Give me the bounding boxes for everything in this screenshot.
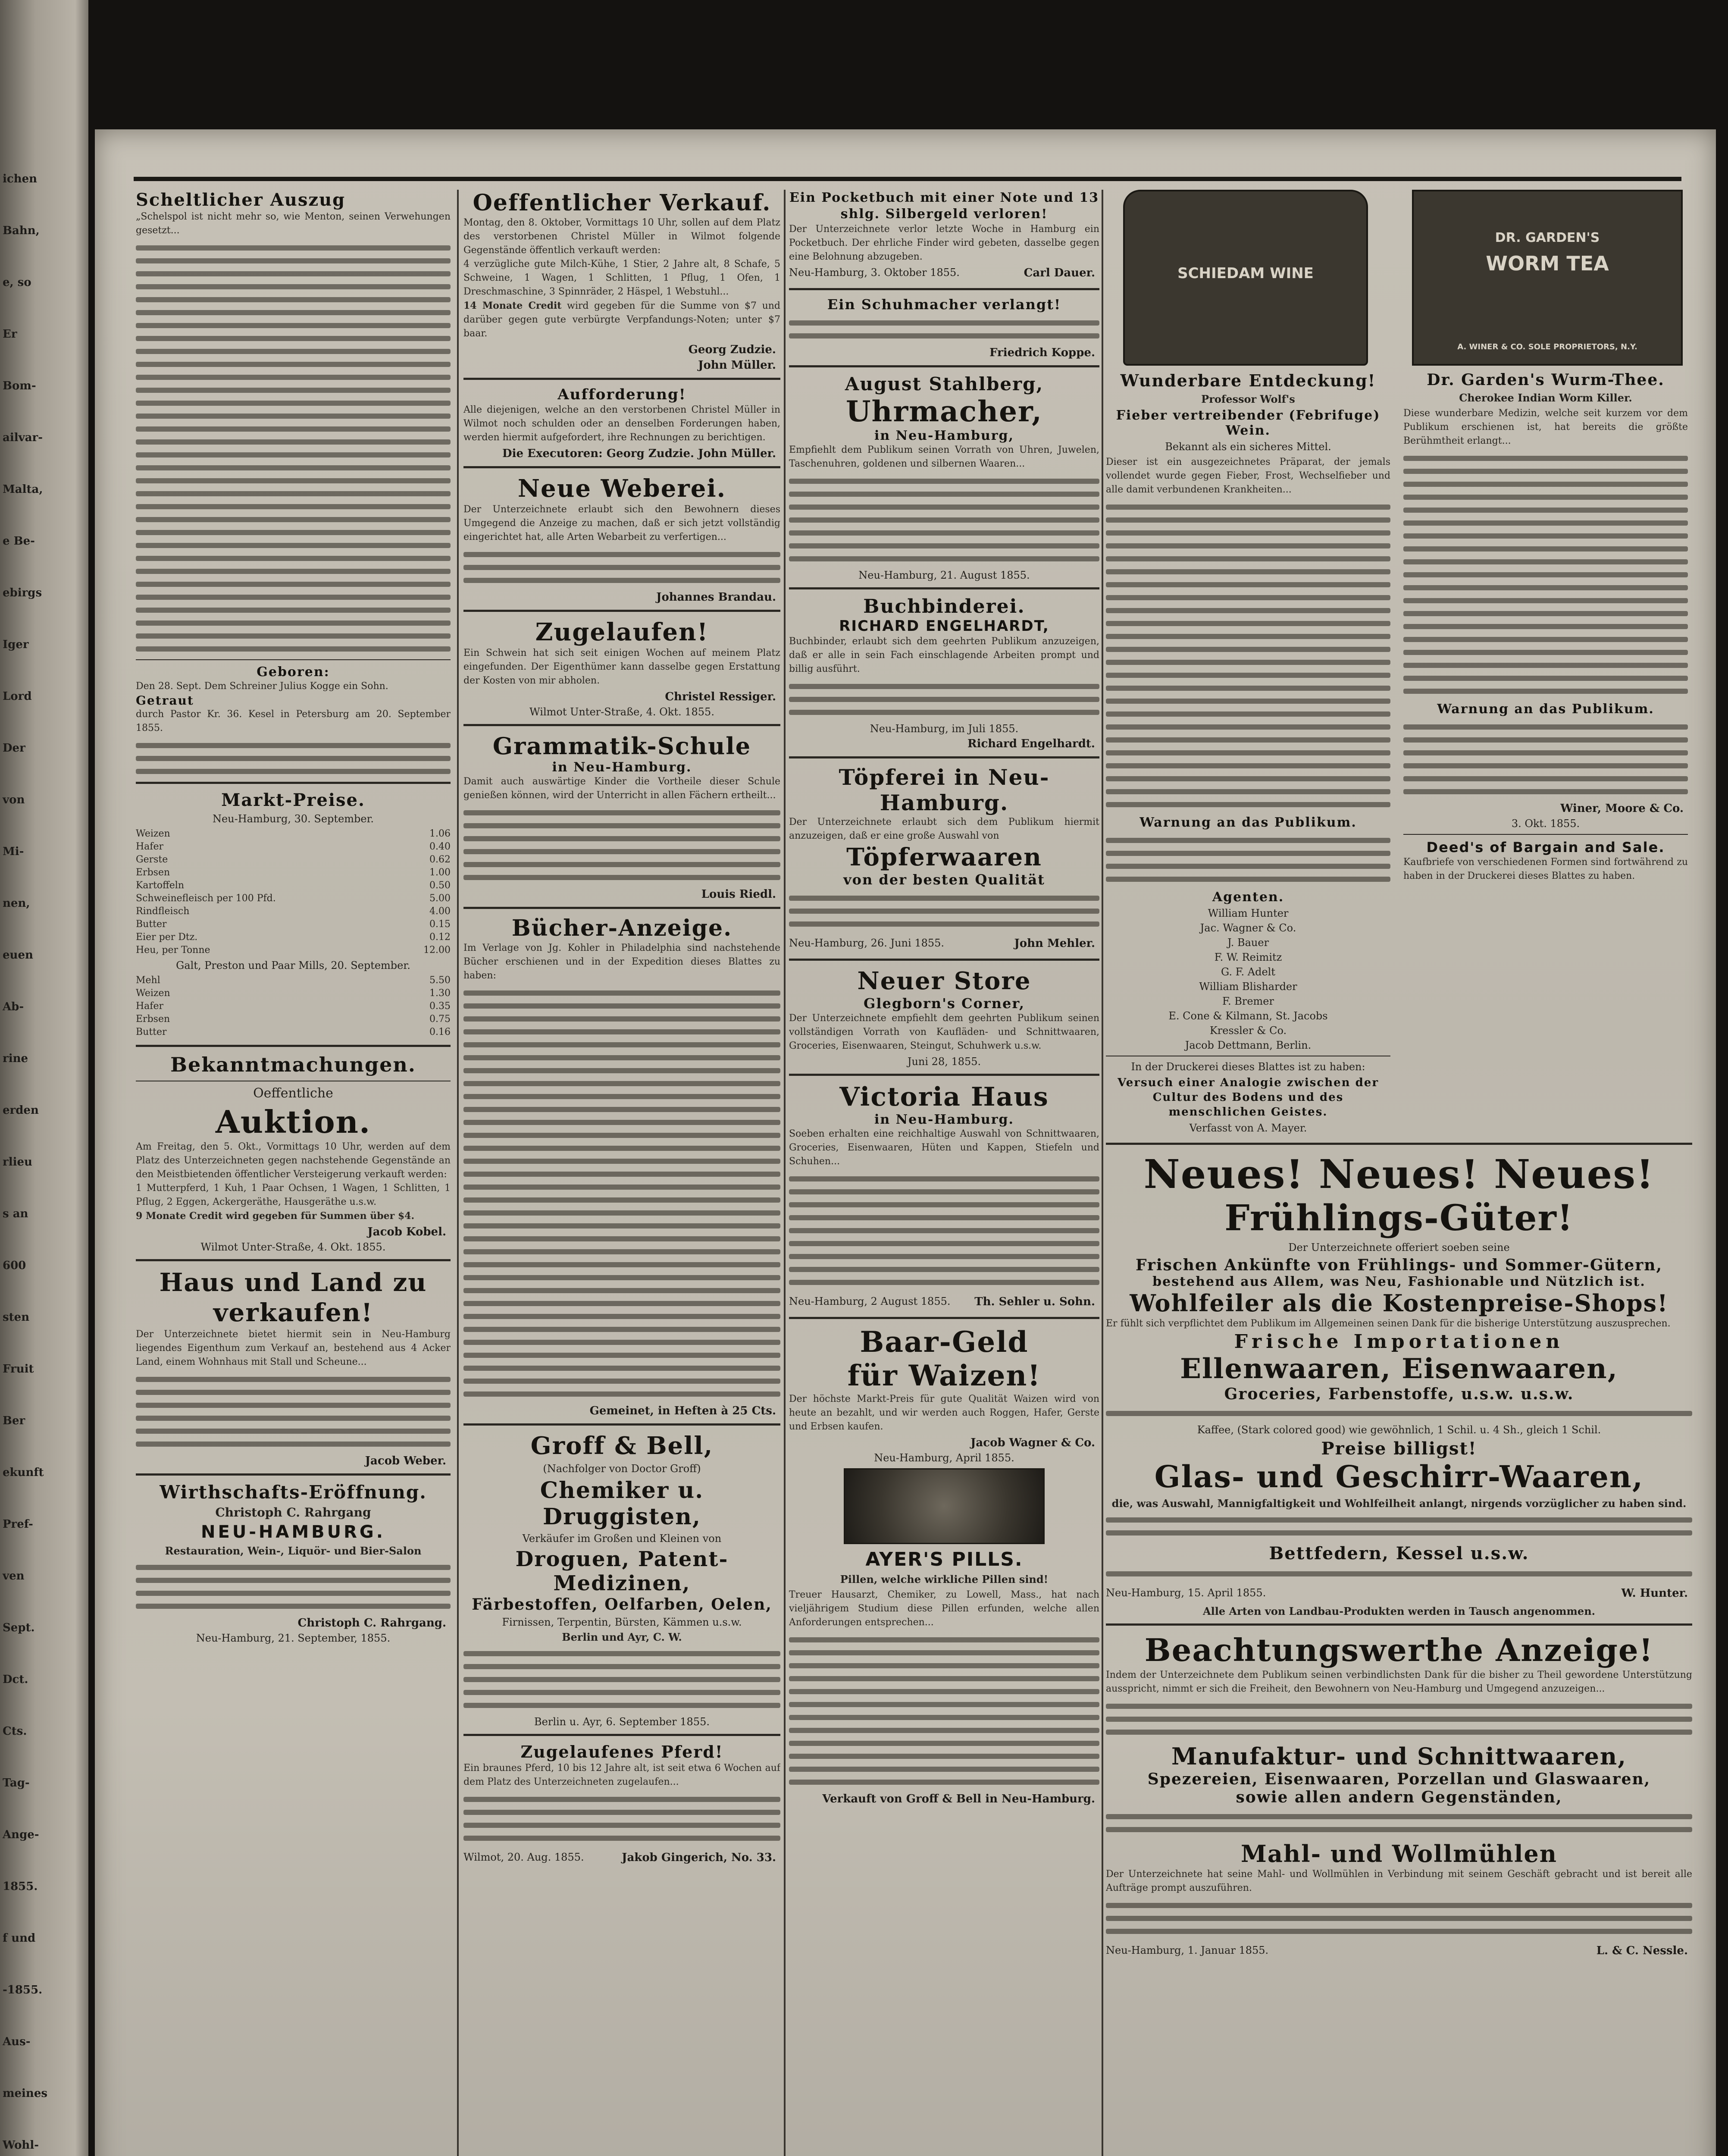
worm-tea-subtitle: Cherokee Indian Worm Killer. <box>1459 392 1632 404</box>
agent-entry: F. W. Reimitz <box>1214 951 1282 963</box>
house-sale-title: Haus und Land zu verkaufen! <box>159 1268 427 1327</box>
previous-page-fragment: Pref- <box>3 1518 33 1531</box>
druggist-location: Berlin und Ayr, C. W. <box>562 1631 682 1643</box>
ayers-pills-title: AYER'S PILLS. <box>865 1548 1023 1570</box>
wine-advert <box>1106 190 1390 1137</box>
ayers-pills-text: Treuer Hausarzt, Chemiker, zu Lowell, Mass., hat nach vieljährigem Studium diese Pillen erfunden, welche allen Anforderungen entsprechen... <box>789 1589 1099 1628</box>
worm-tea-warning: Warnung an das Publikum. <box>1437 702 1654 717</box>
market-price-item: Butter <box>136 919 167 930</box>
previous-page-fragment: Cts. <box>3 1725 27 1738</box>
pottery-date: Neu-Hamburg, 26. Juni 1855. <box>789 937 945 949</box>
column-3 <box>789 190 1099 2156</box>
market-price-row <box>136 879 451 892</box>
market-price-item: Hafer <box>136 841 163 852</box>
market-price-value: 5.50 <box>429 975 451 986</box>
previous-page-fragment: rlieu <box>3 1156 32 1169</box>
auction-items: 1 Mutterpferd, 1 Kuh, 1 Paar Ochsen, 1 Wagen, 1 Schlitten, 1 Pflug, 2 Eggen, Ackergeräthe, Hausgeräthe u.s.w. <box>136 1183 451 1207</box>
divider <box>789 959 1099 961</box>
public-sale-credit-text: wird gegeben für die Summe von $7 und darüber gegen gute verbürgte Verpfandungs-Noten; unter $7 baar. <box>463 301 780 339</box>
market-price-value: 0.75 <box>429 1014 451 1025</box>
divider <box>463 1734 780 1736</box>
market-prices-title: Markt-Preise. <box>221 790 365 810</box>
column-rule <box>457 190 459 2156</box>
wine-warning-title: Warnung an das Publikum. <box>1139 815 1357 830</box>
public-sale-title: Oeffentlicher Verkauf. <box>473 190 771 216</box>
stray-pig-title: Zugelaufen! <box>535 618 709 646</box>
lost-pocketbook-location: Neu-Hamburg, 3. Oktober 1855. <box>789 266 960 279</box>
chemist-subtitle: Verkäufer im Großen und Kleinen von <box>522 1532 722 1545</box>
public-sale-text: Montag, den 8. Oktober, Vormittags 10 Uhr, sollen auf dem Platz des verstorbenen Christel Müller in Wilmot folgende Gegenstände öffentlich verkauft werden: <box>463 217 780 256</box>
new-store-text: Der Unterzeichnete empfiehlt dem geehrten Publikum seinen vollständigen Vorrath von Kaufläden- und Schnittwaaren, Groceries, Eisenwaaren, Steingut, Schuhwerk u.s.w. <box>789 1013 1099 1051</box>
worm-tea-emblem <box>1403 190 1688 371</box>
divider <box>463 724 780 726</box>
divider <box>1106 1143 1692 1145</box>
pamphlet-author: Verfasst von A. Mayer. <box>1189 1122 1307 1134</box>
market-prices-subtitle: Neu-Hamburg, 30. September. <box>212 813 374 825</box>
watchmaker-town: in Neu-Hamburg, <box>874 428 1014 443</box>
agent-entry: Jacob Dettmann, Berlin. <box>1185 1039 1312 1051</box>
cash-for-wheat-text: Der höchste Markt-Preis für gute Qualität Waizen wird von heute an bezahlt, und wir werden auch Roggen, Hafer, Gerste und Erbsen kaufen. <box>789 1394 1099 1432</box>
public-sale-signature: Georg Zudzie. <box>688 343 776 356</box>
wine-subtitle-3: Bekannt als ein sicheres Mittel. <box>1165 441 1331 453</box>
market-price-value: 0.15 <box>429 919 451 930</box>
agent-entry: F. Bremer <box>1222 995 1274 1007</box>
worm-tea-emblem-figure <box>1412 190 1683 366</box>
books-title: Bücher-Anzeige. <box>511 915 733 941</box>
new-store-date: Juni 28, 1855. <box>907 1056 981 1068</box>
previous-page-fragment: ekunft <box>3 1466 44 1479</box>
previous-page-fragment: meines <box>3 2087 48 2100</box>
public-sale-items: 4 verzügliche gute Milch-Kühe, 1 Stier, 2 Jahre alt, 8 Schafe, 5 Schweine, 1 Wagen, 1 Schlitten, 1 Pflug, 1 Ofen, 1 Dreschmaschine, 3 Spinnräder, 2 Häspel, 1 Webstuhl... <box>463 259 780 297</box>
previous-page-fragment: e Be- <box>3 535 35 548</box>
summons-signature: Die Executoren: Georg Zudzie. John Müller. <box>502 447 776 460</box>
wine-emblem <box>1106 190 1390 371</box>
auction-signature: Jacob Kobel. <box>367 1225 446 1238</box>
watchmaker-date: Neu-Hamburg, 21. August 1855. <box>858 569 1030 581</box>
market-price-row <box>136 827 451 840</box>
market-price-row <box>136 853 451 866</box>
pamphlet-intro: In der Druckerei dieses Blattes ist zu haben: <box>1131 1061 1365 1073</box>
previous-page-fragment: Dct. <box>3 1673 28 1686</box>
bookbinder-date: Neu-Hamburg, im Juli 1855. <box>870 723 1019 735</box>
previous-page-fragment: Aus- <box>3 2035 31 2048</box>
article-paragraph: „Schelspol ist nicht mehr so, wie Menton, seinen Verwehungen gesetzt... <box>136 211 451 236</box>
new-store-title: Neuer Store <box>857 967 1031 995</box>
previous-page-fragment: Malta, <box>3 483 43 496</box>
market-price-item: Erbsen <box>136 1014 170 1025</box>
worm-tea-text: Diese wunderbare Medizin, welche seit kurzem vor dem Publikum erschienen ist, hat bereits die größte Berühmtheit erlangt... <box>1403 408 1688 446</box>
marriage-text: durch Pastor Kr. 36. Kesel in Petersburg am 20. September 1855. <box>136 709 451 733</box>
column-1 <box>136 190 451 2156</box>
market-price-value: 0.12 <box>429 932 451 943</box>
auction-pretitle: Oeffentliche <box>253 1086 333 1101</box>
article-text-block <box>136 245 451 652</box>
stray-pig-text: Ein Schwein hat sich seit einigen Wochen auf meinem Platz eingefunden. Der Eigenthümer kann dasselbe gegen Erstattung der Kosten von mir abholen. <box>463 648 780 686</box>
spring-goods-subtitle: Frischen Ankünfte von Frühlings- und Sommer-Gütern, <box>1136 1256 1662 1274</box>
deeds-text: Kaufbriefe von verschiedenen Formen sind fortwährend zu haben in der Druckerei dieses Blattes zu haben. <box>1403 857 1688 881</box>
manufactured-goods-subtitle-2: sowie allen andern Gegenständen, <box>1236 1788 1562 1806</box>
divider <box>789 1074 1099 1076</box>
divider <box>463 1423 780 1426</box>
worm-tea-advert <box>1403 190 1688 1137</box>
wine-title: Wunderbare Entdeckung! <box>1120 371 1376 390</box>
stray-pig-location: Wilmot Unter-Straße, 4. Okt. 1855. <box>529 706 714 718</box>
divider <box>789 1317 1099 1319</box>
worm-tea-signature: Winer, Moore & Co. <box>1560 802 1684 815</box>
market-price-value: 12.00 <box>423 945 451 956</box>
divider <box>463 907 780 909</box>
market-price-row <box>136 987 451 1000</box>
column-4 <box>1106 190 1692 2156</box>
divider <box>136 782 451 784</box>
previous-page-fragment: Der <box>3 742 25 755</box>
weaving-signature: Johannes Brandau. <box>656 591 776 604</box>
previous-page-fragment: nen, <box>3 897 30 910</box>
announcements-title: Bekanntmachungen. <box>170 1053 416 1076</box>
imports-title: Frische Importationen <box>1234 1331 1564 1353</box>
market-price-item: Heu, per Tonne <box>136 945 210 956</box>
mills-title: Mahl- und Wollmühlen <box>1241 1840 1557 1868</box>
previous-page-fragment: Sept. <box>3 1621 35 1634</box>
previous-page-fragment: Er <box>3 328 17 341</box>
divider <box>463 610 780 612</box>
market-price-row <box>136 974 451 987</box>
previous-page-fragment: erden <box>3 1104 39 1117</box>
previous-page-fragment: Ab- <box>3 1000 24 1013</box>
previous-page-fragment: s an <box>3 1207 28 1220</box>
summons-title: Aufforderung! <box>557 386 686 403</box>
auction-credit: 9 Monate Credit wird gegeben für Summen über $4. <box>136 1210 415 1222</box>
market-price-row <box>136 840 451 853</box>
previous-page-fragment: Wohl- <box>3 2139 39 2152</box>
market-price-row <box>136 918 451 931</box>
previous-page-fragment: Fruit <box>3 1363 34 1376</box>
manufactured-goods-subtitle: Spezereien, Eisenwaaren, Porzellan und Glaswaaren, <box>1147 1770 1651 1788</box>
prices-line: Preise billigst! <box>1321 1438 1477 1459</box>
druggist-date: Berlin u. Ayr, 6. September 1855. <box>534 1716 710 1728</box>
cheaper-title: Wohlfeiler als die Kostenpreise-Shops! <box>1130 1289 1669 1317</box>
spring-goods-intro: Der Unterzeichnete offeriert soeben seine <box>1288 1241 1510 1253</box>
previous-page-fragment: ichen <box>3 172 38 185</box>
cash-for-wheat-signature: Jacob Wagner & Co. <box>970 1436 1095 1449</box>
pottery-title: Töpferei in Neu-Hamburg. <box>839 765 1050 815</box>
agent-entry: Jac. Wagner & Co. <box>1200 922 1296 934</box>
newspaper-page <box>95 129 1716 2156</box>
victoria-house-subtitle: in Neu-Hamburg. <box>874 1112 1014 1127</box>
bookbindery-title: Buchbinderei. <box>863 595 1025 617</box>
divider <box>136 1473 451 1476</box>
market-price-item: Gerste <box>136 854 168 865</box>
market-prices-table-2 <box>136 974 451 1039</box>
drugs-subtitle-2: Firnissen, Terpentin, Bürsten, Kämmen u.s.w. <box>502 1616 742 1628</box>
tavern-opening-title: Wirthschafts-Eröffnung. <box>160 1482 427 1503</box>
market-price-item: Weizen <box>136 988 170 999</box>
previous-page-fragment: Lord <box>3 690 32 703</box>
ayers-pills-subtitle: Pillen, welche wirkliche Pillen sind! <box>840 1573 1049 1586</box>
cheaper-text: Er fühlt sich verpflichtet dem Publikum im Allgemeinen seinen Dank für die bisherige Unterstützung auszusprechen. <box>1106 1318 1671 1329</box>
victoria-house-text: Soeben erhalten eine reichhaltige Auswahl von Schnittwaaren, Groceries, Eisenwaaren, Hüten und Kappen, Stiefeln und Schuhen... <box>789 1128 1099 1167</box>
previous-page-fragment: Ber <box>3 1414 25 1427</box>
cash-for-wheat-title-2: für Waizen! <box>847 1359 1041 1392</box>
market-price-value: 4.00 <box>429 906 451 917</box>
column-2 <box>463 190 780 2156</box>
hunter-date: Neu-Hamburg, 15. April 1855. <box>1106 1587 1266 1599</box>
druggist-firm-title: Groff & Bell, <box>530 1432 714 1460</box>
weaving-title: Neue Weberei. <box>517 474 726 503</box>
market-price-item: Rindfleisch <box>136 906 190 917</box>
grammar-school-text: Damit auch auswärtige Kinder die Vortheile dieser Schule genießen können, wird der Unterricht in allen Fächern ertheilt... <box>463 776 780 801</box>
tavern-town: NEU-HAMBURG. <box>201 1522 385 1542</box>
public-sale-credit: 14 Monate Credit <box>463 300 562 311</box>
pottery-goods-subtitle: von der besten Qualität <box>843 871 1045 888</box>
divider <box>1403 834 1688 835</box>
market-price-value: 0.62 <box>429 854 451 865</box>
mills-text: Der Unterzeichnete hat seine Mahl- und Wollmühlen in Verbindung mit seinem Geschäft gebracht und ist bereit alle Aufträge prompt auszuführen. <box>1106 1869 1692 1893</box>
previous-page-fragment: Ange- <box>3 1828 39 1841</box>
market-prices-subtitle-2: Galt, Preston und Paar Mills, 20. September. <box>176 959 410 971</box>
market-price-row <box>136 931 451 944</box>
agent-entry: William Blisharder <box>1199 981 1297 993</box>
worm-tea-emblem-bottom: A. WINER & CO. SOLE PROPRIETORS, N.Y. <box>1457 342 1637 351</box>
wine-text: Dieser ist ein ausgezeichnetes Präparat, der jemals vollendet wurde gegen Fieber, Frost, Wechselfieber und alle damit verbundenen Krankheiten... <box>1106 457 1390 495</box>
bedding-title: Bettfedern, Kessel u.s.w. <box>1269 1543 1529 1564</box>
house-sale-signature: Jacob Weber. <box>365 1454 446 1467</box>
lost-pocketbook-signature: Carl Dauer. <box>1024 266 1095 279</box>
market-price-item: Butter <box>136 1027 167 1037</box>
market-price-item: Kartoffeln <box>136 880 185 891</box>
watchmaker-text: Empfiehlt dem Publikum seinen Vorrath von Uhren, Juwelen, Taschenuhren, goldenen und silbernen Waaren... <box>789 445 1099 469</box>
hunter-signature: W. Hunter. <box>1621 1587 1688 1600</box>
divider <box>463 466 780 468</box>
drugs-title: Droguen, Patent-Medizinen, <box>515 1547 729 1595</box>
pottery-goods-title: Töpferwaaren <box>846 843 1042 871</box>
market-price-value: 1.00 <box>429 867 451 878</box>
druggist-firm-subtitle: (Nachfolger von Doctor Groff) <box>543 1463 701 1475</box>
worm-tea-emblem-label: WORM TEA <box>1486 252 1609 275</box>
previous-page-fragment: Iger <box>3 638 29 651</box>
divider <box>136 659 451 660</box>
lost-pocketbook-text: Der Unterzeichnete verlor letzte Woche in Hamburg ein Pocketbuch. Der ehrliche Finder wird gebeten, dasselbe gegen eine Belohnung abzugeben. <box>789 224 1099 262</box>
previous-page-fragment: Mi- <box>3 845 24 858</box>
victoria-house-date: Neu-Hamburg, 2 August 1855. <box>789 1295 951 1307</box>
ayers-pills-signature: Verkauft von Groff & Bell in Neu-Hamburg. <box>822 1792 1095 1805</box>
market-price-row <box>136 866 451 879</box>
previous-page-fragment: von <box>3 793 25 806</box>
market-price-item: Erbsen <box>136 867 170 878</box>
previous-page-fragment: euen <box>3 949 33 962</box>
market-price-value: 0.40 <box>429 841 451 852</box>
market-price-item: Hafer <box>136 1001 163 1012</box>
shoemaker-wanted-title: Ein Schuhmacher verlangt! <box>827 296 1061 313</box>
market-price-value: 0.16 <box>429 1027 451 1037</box>
previous-page-fragment: f und <box>3 1932 36 1945</box>
divider <box>136 1045 451 1047</box>
pamphlet-title: Versuch einer Analogie zwischen der Cultur des Bodens und des menschlichen Geistes. <box>1117 1076 1379 1119</box>
bookbinder-signature: Richard Engelhardt. <box>967 737 1095 750</box>
cash-for-wheat-title: Baar-Geld <box>860 1325 1029 1359</box>
books-text: Im Verlage von Jg. Kohler in Philadelphia sind nachstehende Bücher erschienen und in der Expedition dieses Blattes zu haben: <box>463 943 780 981</box>
house-sale-text: Der Unterzeichnete bietet hiermit sein in Neu-Hamburg liegendes Eigenthum zum Verkauf an, bestehend aus 4 Acker Land, einem Wohnhaus mit Stall und Scheune... <box>136 1329 451 1367</box>
divider <box>463 378 780 380</box>
previous-page-edge <box>0 0 88 2156</box>
final-signature: L. & C. Nessle. <box>1596 1944 1688 1957</box>
market-price-value: 1.30 <box>429 988 451 999</box>
previous-page-fragment: Bom- <box>3 379 36 392</box>
lost-pocketbook-title: Ein Pocketbuch mit einer Note und 13 shlg. Silbergeld verloren! <box>789 190 1099 222</box>
previous-page-fragment: e, so <box>3 276 31 289</box>
deeds-title: Deed's of Bargain and Sale. <box>1426 839 1665 856</box>
wine-emblem-figure <box>1123 190 1368 366</box>
tavern-owner: Christoph C. Rahrgang <box>215 1505 371 1520</box>
grammar-school-subtitle: in Neu-Hamburg. <box>552 760 692 775</box>
market-price-value: 0.35 <box>429 1001 451 1012</box>
column-rule <box>1102 190 1103 2156</box>
news-headline: Neues! Neues! Neues! <box>1143 1151 1655 1197</box>
final-date: Neu-Hamburg, 1. Januar 1855. <box>1106 1944 1269 1956</box>
spring-goods-subtitle-2: bestehend aus Allem, was Neu, Fashionable und Nützlich ist. <box>1152 1274 1646 1289</box>
previous-page-fragment: Bahn, <box>3 224 40 237</box>
births-text: Den 28. Sept. Dem Schreiner Julius Kogge ein Sohn. <box>136 681 388 692</box>
new-store-subtitle: Glegborn's Corner, <box>864 995 1025 1012</box>
auction-text: Am Freitag, den 5. Okt., Vormittags 10 Uhr, werden auf dem Platz des Unterzeichneten gegen nachstehende Gegenstände an den Meistbietenden öffentlicher Versteigerung verkauft werden: <box>136 1141 451 1180</box>
grammar-school-signature: Louis Riedl. <box>701 888 776 901</box>
agent-entry: William Hunter <box>1208 907 1289 919</box>
auction-title: Auktion. <box>215 1103 371 1140</box>
victoria-house-signature: Th. Sehler u. Sohn. <box>974 1295 1095 1308</box>
pottery-text: Der Unterzeichnete erlaubt sich dem Publikum hiermit anzuzeigen, daß er eine große Auswahl von <box>789 817 1099 841</box>
previous-page-fragment: 1855. <box>3 1880 38 1893</box>
divider <box>789 288 1099 290</box>
watchmaker-title: Uhrmacher, <box>845 395 1043 428</box>
stray-pig-signature: Christel Ressiger. <box>665 690 776 703</box>
wine-emblem-label: SCHIEDAM WINE <box>1177 265 1314 282</box>
market-price-item: Weizen <box>136 828 170 839</box>
tavern-signature: Christoph C. Rahrgang. <box>297 1617 446 1630</box>
coffee-price-line: Kaffee, (Stark colored good) wie gewöhnlich, 1 Schil. u. 4 Sh., gleich 1 Schil. <box>1197 1424 1601 1436</box>
market-price-value: 1.06 <box>429 828 451 839</box>
column-rule <box>784 190 786 2156</box>
previous-page-fragment: ailvar- <box>3 431 43 444</box>
bookbinder-text: Buchbinder, erlaubt sich dem geehrten Publikum anzuzeigen, daß er alle in sein Fach einschlagende Arbeiten prompt und billig ausführt. <box>789 636 1099 674</box>
previous-page-fragment: ven <box>3 1570 25 1583</box>
chemist-title: Chemiker u. Druggisten, <box>540 1477 704 1530</box>
stray-horse-signature: Jakob Gingerich, No. 33. <box>622 1851 776 1864</box>
previous-page-fragment: rine <box>3 1052 28 1065</box>
market-price-item: Schweinefleisch per 100 Pfd. <box>136 893 276 904</box>
summons-text: Alle diejenigen, welche an den verstorbenen Christel Müller in Wilmot noch schulden oder an denselben Forderungen haben, werden hiermit aufgefordert, ihre Rechnungen zu berichtigen. <box>463 404 780 443</box>
dry-goods-title: Ellenwaaren, Eisenwaaren, <box>1180 1353 1618 1385</box>
ayers-pills-woodcut <box>844 1468 1045 1544</box>
worm-tea-emblem-top: DR. GARDEN'S <box>1495 230 1600 245</box>
market-price-row <box>136 1013 451 1026</box>
notice-text: Indem der Unterzeichnete dem Publikum seinen verbindlichsten Dank für die bisher zu Theil gewordene Unterstützung ausspricht, nimmt er sich die Freiheit, den Bewohnern von Neu-Hamburg und Umgegend anzuzeigen... <box>1106 1670 1692 1694</box>
divider <box>1106 1623 1692 1626</box>
market-price-value: 5.00 <box>429 893 451 904</box>
article-title: Scheltlicher Auszug <box>136 190 346 210</box>
stray-horse-title: Zugelaufenes Pferd! <box>520 1742 723 1761</box>
market-price-row <box>136 1026 451 1039</box>
weaving-text: Der Unterzeichnete erlaubt sich den Bewohnern dieses Umgegend die Anzeige zu machen, daß er sich jetzt vollständig eingerichtet hat, alle Arten Webarbeit zu verfertigen... <box>463 504 780 542</box>
dry-goods-subtitle: Groceries, Farbenstoffe, u.s.w. u.s.w. <box>1224 1385 1574 1403</box>
agent-entry: Kressler & Co. <box>1209 1025 1287 1037</box>
drugs-subtitle: Färbestoffen, Oelfarben, Oelen, <box>472 1595 772 1614</box>
glassware-text: die, was Auswahl, Mannigfaltigkeit und Wohlfeilheit anlangt, nirgends vorzüglicher zu haben sind. <box>1111 1497 1687 1510</box>
manufactured-goods-title: Manufaktur- und Schnittwaaren, <box>1171 1742 1627 1770</box>
previous-page-fragment: Tag- <box>3 1777 30 1789</box>
market-price-value: 0.50 <box>429 880 451 891</box>
wine-agents-title: Agenten. <box>1212 890 1284 905</box>
divider <box>789 756 1099 758</box>
births-heading: Geboren: <box>257 664 330 680</box>
previous-page-fragment: -1855. <box>3 1984 43 1996</box>
stray-horse-text: Ein braunes Pferd, 10 bis 12 Jahre alt, ist seit etwa 6 Wochen auf dem Platz des Unterzeichneten zugelaufen... <box>463 1763 780 1787</box>
market-prices-table <box>136 827 451 957</box>
shoemaker-wanted-signature: Friedrich Koppe. <box>989 346 1095 359</box>
stray-horse-location: Wilmot, 20. Aug. 1855. <box>463 1851 584 1863</box>
market-price-row <box>136 905 451 918</box>
agent-entry: G. F. Adelt <box>1221 966 1275 978</box>
glassware-title: Glas- und Geschirr-Waaren, <box>1154 1459 1644 1495</box>
victoria-house-title: Victoria Haus <box>839 1082 1049 1112</box>
spring-goods-title: Frühlings-Güter! <box>1224 1197 1574 1239</box>
divider <box>789 587 1099 589</box>
tavern-date: Neu-Hamburg, 21. September, 1855. <box>196 1632 391 1644</box>
worm-tea-title: Dr. Garden's Wurm-Thee. <box>1427 371 1665 389</box>
tavern-restaurant: Restauration, Wein-, Liquör- und Bier-Salon <box>165 1545 422 1557</box>
notice-title: Beachtungswerthe Anzeige! <box>1144 1632 1654 1668</box>
market-price-row <box>136 892 451 905</box>
market-price-item: Mehl <box>136 975 160 986</box>
marriage-heading: Getraut <box>136 693 194 708</box>
market-price-row <box>136 1000 451 1013</box>
wine-subtitle-2: Fieber vertreibender (Febrifuge) Wein. <box>1116 408 1381 438</box>
auction-location: Wilmot Unter-Straße, 4. Okt. 1855. <box>200 1241 386 1253</box>
grammar-school-title: Grammatik-Schule <box>492 732 751 760</box>
public-sale-signature: John Müller. <box>698 359 776 372</box>
previous-page-fragment: sten <box>3 1311 30 1324</box>
previous-page-fragment: 600 <box>3 1259 26 1272</box>
hunter-note: Alle Arten von Landbau-Produkten werden in Tausch angenommen. <box>1203 1605 1595 1617</box>
agent-entry: J. Bauer <box>1227 937 1269 949</box>
divider <box>789 365 1099 367</box>
divider <box>136 1259 451 1261</box>
bookbinder-name: RICHARD ENGELHARDT, <box>839 617 1049 635</box>
wine-agents-list <box>1106 907 1390 1051</box>
previous-page-fragment: ebirgs <box>3 586 42 599</box>
top-rule <box>134 177 1681 181</box>
books-signature: Gemeinet, in Heften à 25 Cts. <box>589 1404 776 1417</box>
market-price-row <box>136 944 451 957</box>
watchmaker-name: August Stahlberg, <box>845 373 1044 395</box>
wine-subtitle: Professor Wolf's <box>1201 393 1295 405</box>
pottery-signature: John Mehler. <box>1014 937 1095 950</box>
cash-for-wheat-date: Neu-Hamburg, April 1855. <box>874 1452 1014 1464</box>
worm-tea-date: 3. Okt. 1855. <box>1511 818 1580 830</box>
agent-entry: E. Cone & Kilmann, St. Jacobs <box>1168 1010 1328 1022</box>
market-price-item: Eier per Dtz. <box>136 932 198 943</box>
